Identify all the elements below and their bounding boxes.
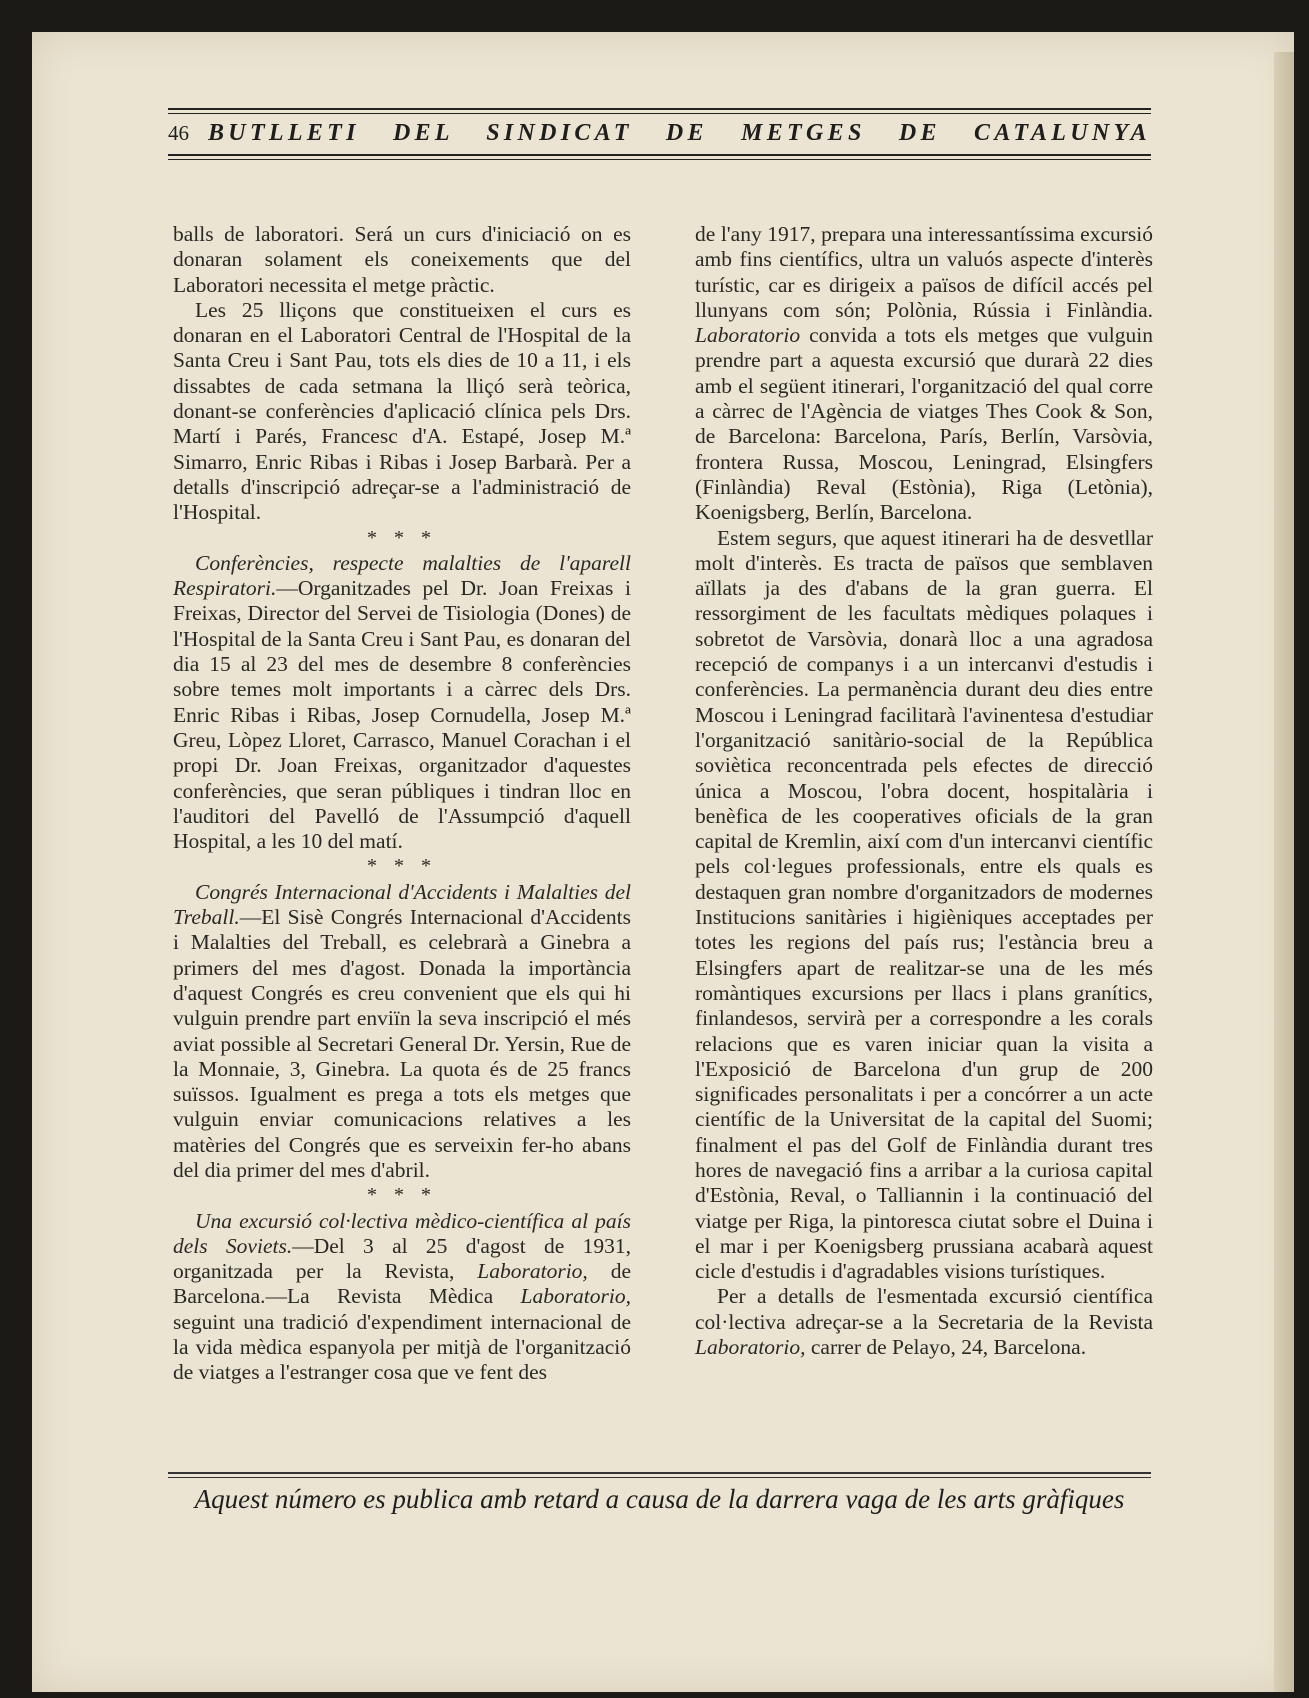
text-run: carrer de Pelayo, 24, Barcelona. — [805, 1335, 1087, 1360]
text-run: Per a detalls de l'esmentada excursió científica col·lectiva adreçar-se a la Secretaria de la Revista — [695, 1284, 1153, 1334]
page-number: 46 — [168, 121, 189, 145]
journal-name: Laboratorio, — [477, 1259, 588, 1284]
footer-rule-thin — [168, 1477, 1151, 1478]
text-run: convida a tots els metges que vulguin prendre part a aquesta excursió que durarà 22 dies amb el següent itinerari, l'organització del qual corre a càrrec de l'Agència de viatges Thes Cook & Son, de Barcelona: Barcelona, París, Berlín, Varsòvia, frontera Russa, Moscou, Leningrad, Elsingfers (Finlàndia) Reval (Estònia), Riga (Letònia), Koenigsberg, Berlín, Barcelona. — [695, 323, 1153, 525]
page-header — [168, 108, 1151, 160]
page-footer — [168, 1472, 1151, 1515]
section-separator: * * * — [367, 855, 437, 878]
journal-name: Laboratorio — [695, 323, 801, 348]
paragraph: balls de laboratori. Será un curs d'iniciació on es donaran solament els coneixements que del Laboratori necessita el metge pràctic. — [173, 222, 631, 297]
paragraph: Les 25 lliçons que constitueixen el curs es donaran en el Laboratori Central de l'Hospital de la Santa Creu i Sant Pau, tots els dies de 10 a 11, i els dissabtes de cada setmana la lliçó serà teòrica, donant-se conferències d'aplicació clínica pels Drs. Martí i Parés, Francesc d'A. Estapé, Josep M.ª Simarro, Enric Ribas i Ribas i Josep Barbarà. Per a detalls d'inscripció adreçar-se a l'administració de l'Hospital. — [173, 297, 631, 525]
footer-note: Aquest número es publica amb retard a causa de la darrera vaga de les arts gràfiques — [194, 1484, 1125, 1514]
article-columns — [173, 222, 1153, 1386]
column-left — [173, 222, 631, 1386]
section-excursio — [173, 1209, 631, 1386]
section-body: —Organitzades pel Dr. Joan Freixas i Freixas, Director del Servei de Tisiologia (Dones) de l'Hospital de la Santa Creu i Sant Pau, es donaran del dia 15 al 23 del mes de desembre 8 conferències sobre temes molt importants i a càrrec dels Drs. Enric Ribas i Ribas, Josep Cornudella, Josep M.ª Greu, Lòpez Lloret, Carrasco, Manuel Corachan i el propi Dr. Joan Freixas, organitzador d'aquestes conferències, que seran públiques i tindran lloc en l'auditori del Pavelló de l'Assumpció d'aquell Hospital, a les 10 del matí. — [173, 576, 631, 854]
section-body: de Barcelona.—La Revista Mèdica — [173, 1259, 631, 1309]
paragraph: Estem segurs, que aquest itinerari ha de desvetllar molt d'interès. Es tracta de països que semblaven aïllats ja des d'abans de la gran guerra. El ressorgiment de les facultats mèdiques polaques i sobretot de Varsòvia, donarà lloc a una agradosa recepció de companys i a un intercanvi d'estudis i conferències. La permanència durant deu dies entre Moscou i Leningrad facilitarà l'avinentesa d'estudiar l'organització sanitàrio-social de la República soviètica reconcentrada pels efectes de direcció única a Moscou, l'obra docent, hospitalària i benèfica de les cooperatives oficials de la gran capital de Kremlin, així com d'un intercanvi científic pels col·legues professionals, entre els quals es destaquen gran nombre d'organitzadors de modernes Institucions sanitàries i higièniques acceptades per totes les regions del país rus; l'estància breu a Elsingfers apart de realitzar-se una de les més romàntiques excursions per llacs i plans granítics, finlandesos, servirà per a correspondre a les corals relacions que es varen iniciar quan la visita a l'Exposició de Barcelona d'un grup de 200 significades personalitats i per a concórrer a un acte científic de la Universitat de la capital del Suomi; finalment el pas del Golf de Finlàndia durant tres hores de navegació fins a arribar a la curiosa capital d'Estònia, Reval, o Talliannin i la continuació del viatge per Riga, la pintoresca ciutat sobre el Duina i el mar i per Koenigsberg prussiana acabarà aquest cicle d'estudis i d'agradables visions turístiques. — [695, 525, 1153, 1284]
section-title: Una excursió col·lectiva mèdico-científica al país dels Soviets. — [173, 1208, 631, 1258]
paragraph — [695, 1284, 1153, 1360]
section-congres — [173, 880, 631, 1184]
text-run: de l'any 1917, prepara una interessantíssima excursió amb fins científics, ultra un valuós aspecte d'interès turístic, car es dirigeix a països de difícil accés pel llunyans com són; Polònia, Rússia i Finlàndia. — [695, 222, 1153, 322]
journal-name: Laboratorio, — [695, 1335, 806, 1360]
header-rule-bottom-thin — [168, 159, 1151, 160]
header-rule-bottom — [168, 154, 1151, 156]
header-rule-top-thin — [168, 113, 1151, 114]
header-rule-top — [168, 108, 1151, 110]
section-title: Congrés Internacional d'Accidents i Malalties del Treball. — [173, 879, 631, 930]
section-separator: * * * — [367, 1184, 437, 1207]
page-edge — [1274, 52, 1294, 1692]
footer-rule — [168, 1472, 1151, 1474]
journal-name: Laboratorio, — [520, 1284, 631, 1309]
section-separator: * * * — [367, 526, 437, 549]
header-row — [168, 120, 1151, 150]
section-body: seguint una tradició d'expendiment internacional de la vida mèdica espanyola per mitjà de l'organització de viatges a l'estranger cosa que ve fent des — [173, 1309, 631, 1385]
running-title: BUTLLETI DEL SINDICAT DE METGES DE CATALUNYA — [208, 120, 1151, 146]
section-body: —Del 3 al 25 d'agost de 1931, organitzada per la Revista, — [173, 1233, 631, 1284]
column-right — [695, 222, 1153, 1386]
section-title: Conferències, respecte malalties de l'aparell Respiratori. — [173, 550, 631, 601]
section-conferencies — [173, 551, 631, 855]
paragraph — [695, 222, 1153, 526]
section-body: —El Sisè Congrés Internacional d'Accidents i Malalties del Treball, es celebrarà a Ginebra a primers del mes d'agost. Donada la importància d'aquest Congrés es creu convenient que els qui hi vulguin prendre part enviïn la seva inscripció el més aviat possible al Secretari General Dr. Yersin, Rue de la Monnaie, 3, Ginebra. La quota és de 25 francs suïssos. Igualment es prega a tots els metges que vulguin enviar comunicacions relatives a les matèries del Congrés que es serveixin fer-ho abans del dia primer del mes d'abril. — [173, 905, 631, 1182]
